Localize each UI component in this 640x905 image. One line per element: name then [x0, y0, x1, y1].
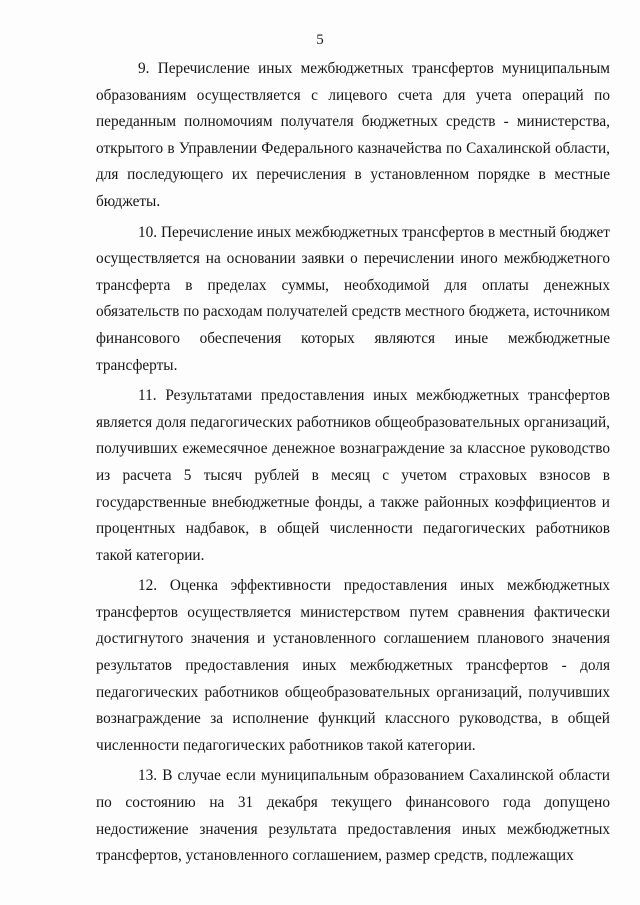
paragraph-13: 13. В случае если муниципальным образованием Сахалинской области по состоянию на 31 декабря текущего финансового года допущено недостижение значения результата предоставления иных межбюджетных трансфертов, установленного соглашением, размер средств, подлежащих: [96, 767, 610, 865]
paragraph-12: 12. Оценка эффективности предоставления иных межбюджетных трансфертов осуществляется министерством путем сравнения фактически достигнутого значения и установленного соглашением планового значения результатов предоставления иных межбюджетных трансфертов - доля педагогических работников общеобразовательных организаций, получивших вознаграждение за исполнение функций классного руководства, в общей численности педагогических работников такой категории.: [96, 577, 610, 754]
paragraph-11: 11. Результатами предоставления иных межбюджетных трансфертов является доля педагогических работников общеобразовательных организаций, получивших ежемесячное денежное вознаграждение за классное руководство из расчета 5 тысяч рублей в месяц с учетом страховых взносов в государственные внебюджетные фонды, а также районных коэффициентов и процентных надбавок, в общей численности педагогических работников такой категории.: [96, 387, 610, 564]
paragraph-9: 9. Перечисление иных межбюджетных трансфертов муниципальным образованиям осуществляется с лицевого счета для учета операций по переданным полномочиям получателя бюджетных средств - министерства, открытого в Управлении Федерального казначейства по Сахалинской области, для последующего их перечисления в установленном порядке в местные бюджеты.: [96, 60, 610, 210]
paragraph-10: 10. Перечисление иных межбюджетных трансфертов в местный бюджет осуществляется на основании заявки о перечислении иного межбюджетного трансферта в пределах суммы, необходимой для оплаты денежных обязательств по расходам получателей средств местного бюджета, источником финансового обеспечения которых являются иные межбюджетные трансферты.: [96, 223, 610, 374]
page-number: 5: [316, 32, 324, 48]
document-body: [96, 56, 610, 870]
